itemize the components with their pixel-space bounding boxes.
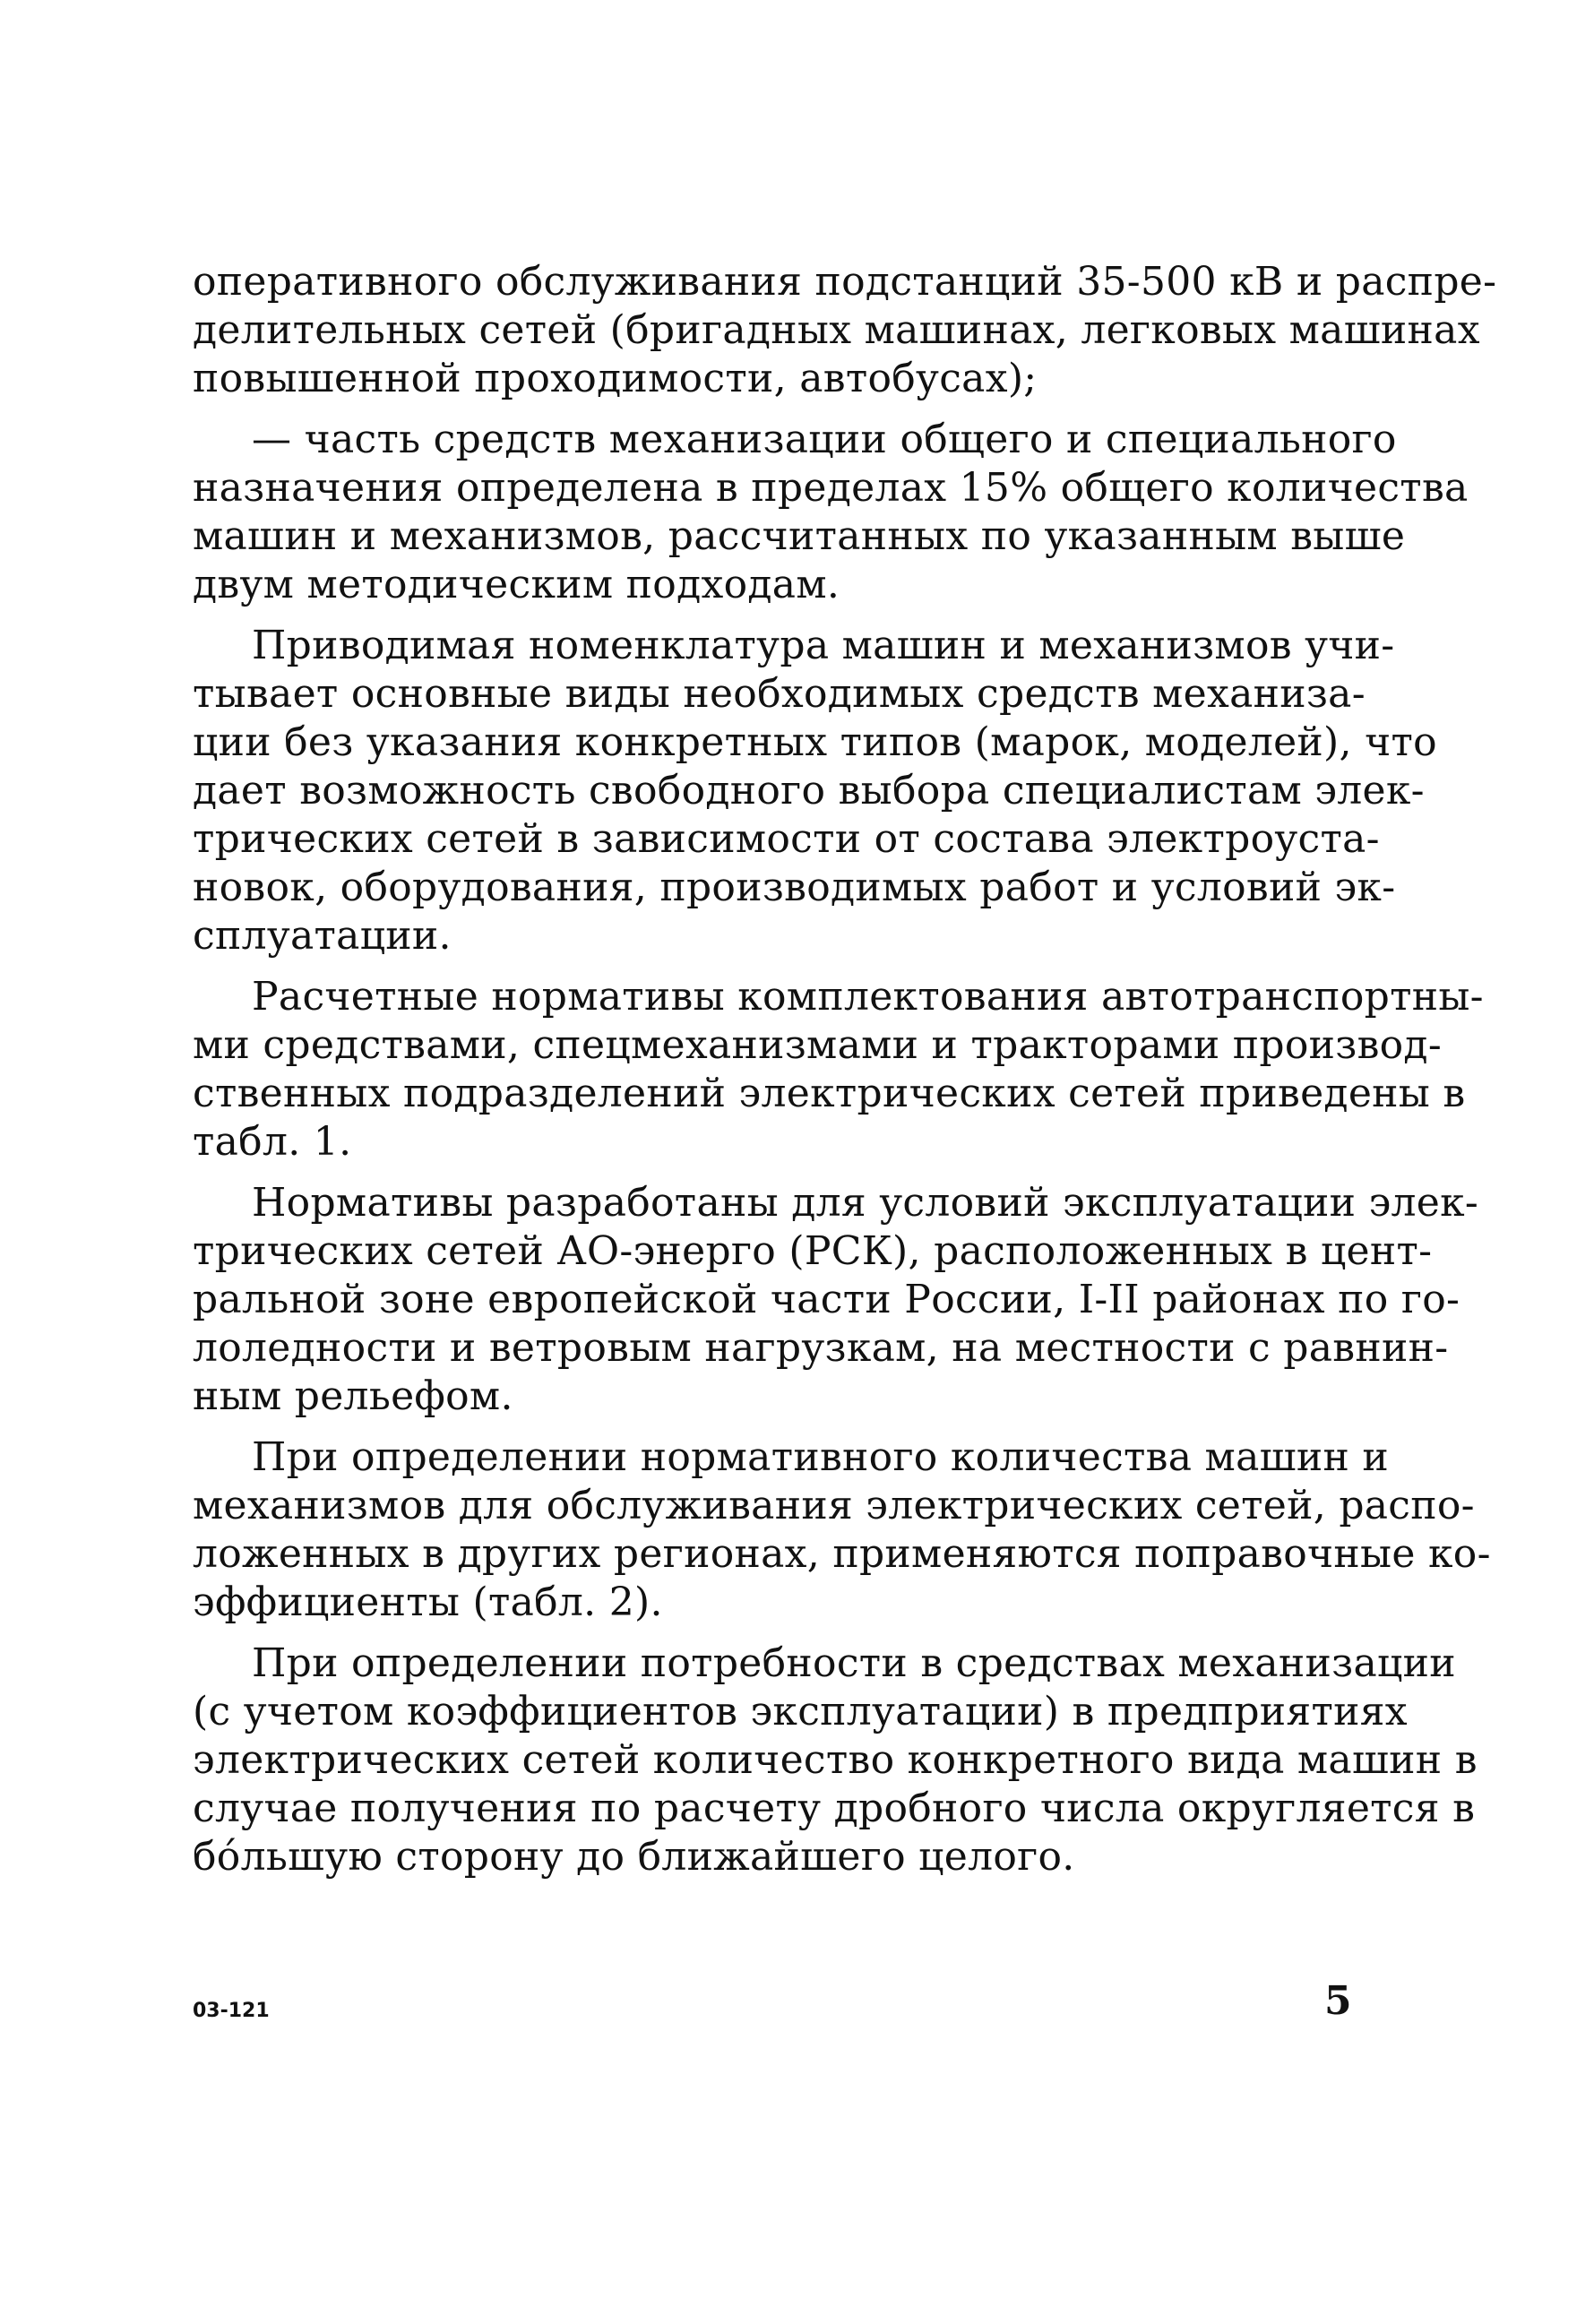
text-line: механизмов для обслуживания электрических сетей, распо- xyxy=(193,1483,1475,1528)
text-line: новок, оборудования, производимых работ и условий эк- xyxy=(193,865,1396,910)
text-line: эффициенты (табл. 2). xyxy=(193,1579,663,1625)
text-line: Расчетные нормативы комплектования автотранспортны- xyxy=(252,974,1484,1020)
text-line: ственных подразделений электрических сетей приведены в xyxy=(193,1071,1466,1116)
text-line: сплуатации. xyxy=(193,913,452,959)
text-line: При определении нормативного количества машин и xyxy=(252,1434,1389,1480)
text-line: ложенных в других регионах, применяются поправочные ко- xyxy=(193,1531,1491,1577)
text-line: машин и механизмов, рассчитанных по указанным выше xyxy=(193,513,1406,559)
text-line: оперативного обслуживания подстанций 35-500 кВ и распре- xyxy=(193,259,1497,305)
text-line: тывает основные виды необходимых средств механиза- xyxy=(193,671,1366,717)
text-line: делительных сетей (бригадных машинах, легковых машинах xyxy=(193,307,1480,353)
text-line: повышенной проходимости, автобусах); xyxy=(193,356,1038,401)
text-line: двум методическим подходам. xyxy=(193,562,840,607)
text-line: электрических сетей количество конкретного вида машин в xyxy=(193,1737,1478,1783)
text-line: ции без указания конкретных типов (марок, моделей), что xyxy=(193,719,1437,765)
text-line: Нормативы разработаны для условий эксплуатации элек- xyxy=(252,1180,1479,1226)
text-line: трических сетей АО-энерго (РСК), расположенных в цент- xyxy=(193,1228,1433,1274)
paragraph-continuation xyxy=(193,258,1497,403)
text-line: дает возможность свободного выбора специалистам элек- xyxy=(193,768,1425,813)
paragraph-rounding xyxy=(193,1640,1478,1881)
text-line: ральной зоне европейской части России, I-II районах по го- xyxy=(193,1277,1460,1322)
text-line: табл. 1. xyxy=(193,1119,352,1165)
paragraph-nomenclature xyxy=(193,622,1437,960)
text-line: случае получения по расчету дробного числа округляется в xyxy=(193,1786,1476,1831)
text-line: ми средствами, спецмеханизмами и тракторами производ- xyxy=(193,1022,1442,1068)
text-line: бóльшую сторону до ближайшего целого. xyxy=(193,1834,1075,1880)
paragraph-conditions xyxy=(193,1179,1479,1421)
paragraph-norms-table1 xyxy=(193,973,1484,1166)
paragraph-list-item xyxy=(193,416,1469,609)
text-line: Приводимая номенклатура машин и механизмов учи- xyxy=(252,623,1395,668)
text-line: ным рельефом. xyxy=(193,1373,513,1419)
text-line: назначения определена в пределах 15% общего количества xyxy=(193,465,1469,511)
page-number: 5 xyxy=(1324,1978,1352,2024)
paragraph-coefficients xyxy=(193,1433,1491,1627)
text-line: — часть средств механизации общего и специального xyxy=(252,417,1397,462)
text-line: При определении потребности в средствах механизации xyxy=(252,1640,1456,1686)
body-text xyxy=(193,258,1497,1894)
text-line: трических сетей в зависимости от состава электроуста- xyxy=(193,816,1380,862)
text-line: лоледности и ветровым нагрузкам, на местности с равнин- xyxy=(193,1325,1449,1371)
document-code: 03-121 xyxy=(193,2000,270,2022)
text-line: (с учетом коэффициентов эксплуатации) в предприятиях xyxy=(193,1689,1408,1734)
